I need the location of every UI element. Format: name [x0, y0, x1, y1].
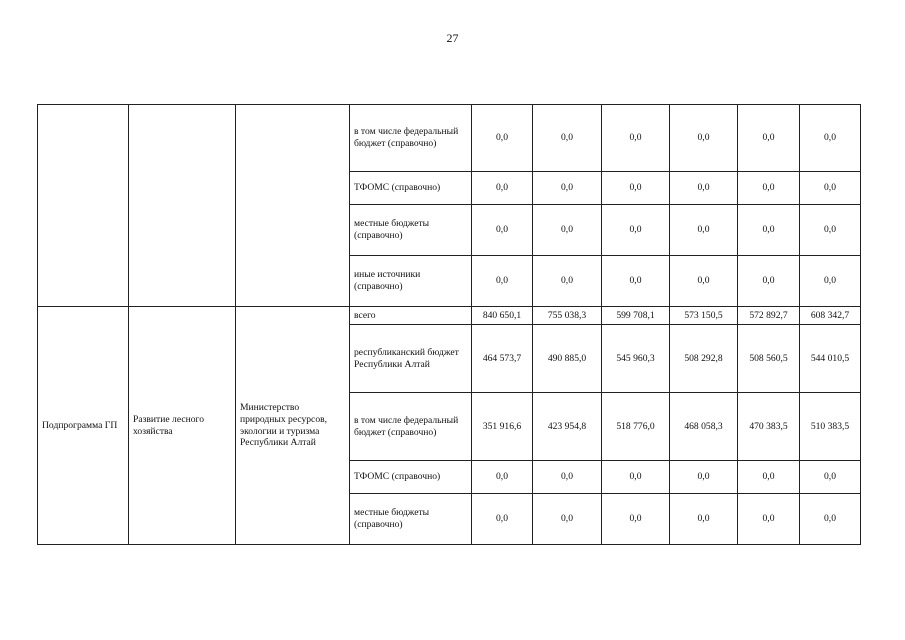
value-cell: 0,0 [602, 172, 670, 205]
value-cell: 544 010,5 [800, 325, 861, 393]
value-cell: 510 383,5 [800, 393, 861, 461]
table-row [38, 105, 861, 172]
value-cell: 518 776,0 [602, 393, 670, 461]
value-cell: 470 383,5 [738, 393, 800, 461]
value-cell: 423 954,8 [533, 393, 602, 461]
source-cell: ТФОМС (справочно) [350, 461, 472, 494]
value-cell: 0,0 [533, 494, 602, 545]
value-cell: 840 650,1 [472, 307, 533, 325]
value-cell: 508 560,5 [738, 325, 800, 393]
status-cell-empty [38, 105, 129, 307]
value-cell: 0,0 [602, 461, 670, 494]
value-cell: 508 292,8 [670, 325, 738, 393]
value-cell: 0,0 [602, 494, 670, 545]
value-cell: 0,0 [602, 205, 670, 256]
value-cell: 572 892,7 [738, 307, 800, 325]
value-cell: 0,0 [738, 105, 800, 172]
value-cell: 0,0 [800, 205, 861, 256]
value-cell: 0,0 [533, 461, 602, 494]
value-cell: 0,0 [472, 494, 533, 545]
value-cell: 0,0 [738, 172, 800, 205]
executor-cell-empty [236, 105, 350, 307]
value-cell: 0,0 [533, 172, 602, 205]
value-cell: 573 150,5 [670, 307, 738, 325]
value-cell: 0,0 [472, 105, 533, 172]
value-cell: 0,0 [472, 172, 533, 205]
value-cell: 0,0 [670, 461, 738, 494]
budget-table [37, 104, 861, 545]
status-cell: Подпрограмма ГП [38, 307, 129, 545]
value-cell: 0,0 [472, 256, 533, 307]
value-cell: 0,0 [670, 105, 738, 172]
value-cell: 0,0 [602, 256, 670, 307]
value-cell: 490 885,0 [533, 325, 602, 393]
program-name-cell: Развитие лесного хозяйства [129, 307, 236, 545]
source-cell: местные бюджеты (справочно) [350, 494, 472, 545]
value-cell: 468 058,3 [670, 393, 738, 461]
value-cell: 0,0 [800, 172, 861, 205]
table-row [38, 307, 861, 325]
value-cell: 755 038,3 [533, 307, 602, 325]
value-cell: 0,0 [472, 205, 533, 256]
value-cell: 0,0 [533, 205, 602, 256]
value-cell: 608 342,7 [800, 307, 861, 325]
source-cell: всего [350, 307, 472, 325]
value-cell: 0,0 [533, 105, 602, 172]
value-cell: 0,0 [738, 494, 800, 545]
value-cell: 599 708,1 [602, 307, 670, 325]
value-cell: 545 960,3 [602, 325, 670, 393]
value-cell: 0,0 [738, 205, 800, 256]
source-cell: в том числе федеральный бюджет (справочно) [350, 105, 472, 172]
value-cell: 351 916,6 [472, 393, 533, 461]
source-cell: иные источники (справочно) [350, 256, 472, 307]
source-cell: ТФОМС (справочно) [350, 172, 472, 205]
value-cell: 0,0 [670, 172, 738, 205]
value-cell: 0,0 [738, 461, 800, 494]
value-cell: 0,0 [602, 105, 670, 172]
source-cell: республиканский бюджет Республики Алтай [350, 325, 472, 393]
value-cell: 464 573,7 [472, 325, 533, 393]
source-cell: в том числе федеральный бюджет (справочно) [350, 393, 472, 461]
value-cell: 0,0 [670, 494, 738, 545]
executor-cell: Министерство природных ресурсов, экологии и туризма Республики Алтай [236, 307, 350, 545]
name-cell-empty [129, 105, 236, 307]
source-cell: местные бюджеты (справочно) [350, 205, 472, 256]
value-cell: 0,0 [670, 256, 738, 307]
value-cell: 0,0 [800, 256, 861, 307]
value-cell: 0,0 [738, 256, 800, 307]
value-cell: 0,0 [800, 105, 861, 172]
page-number: 27 [446, 31, 459, 45]
value-cell: 0,0 [472, 461, 533, 494]
value-cell: 0,0 [533, 256, 602, 307]
value-cell: 0,0 [800, 461, 861, 494]
value-cell: 0,0 [800, 494, 861, 545]
value-cell: 0,0 [670, 205, 738, 256]
